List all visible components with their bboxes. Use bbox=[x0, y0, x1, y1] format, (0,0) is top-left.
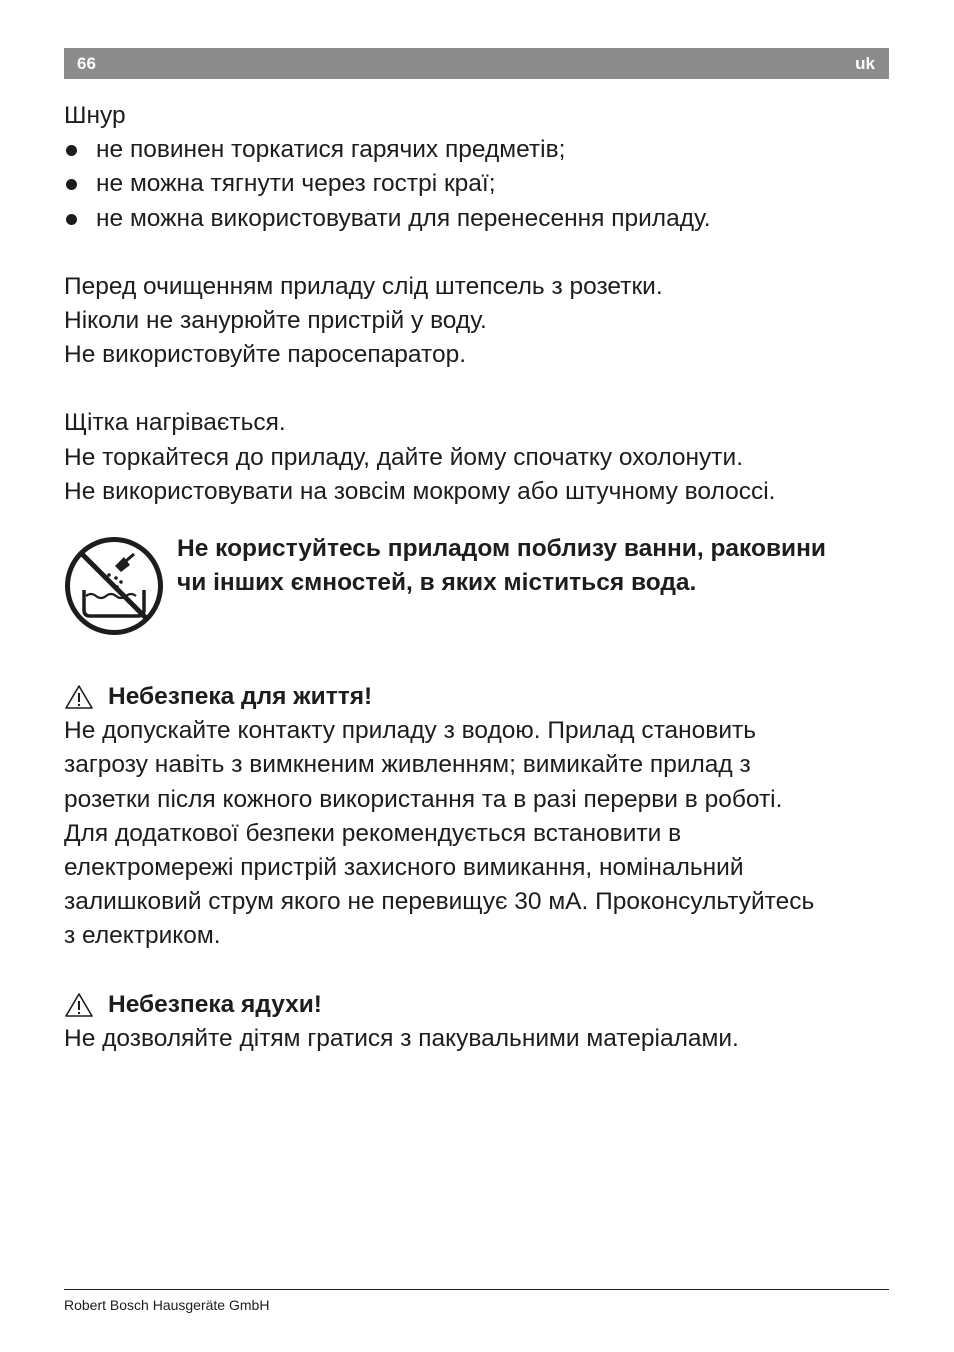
danger-life-line: Не допускайте контакту приладу з водою. Прилад становить bbox=[64, 717, 756, 745]
language-code: uk bbox=[855, 54, 875, 73]
cord-list bbox=[64, 133, 894, 236]
cleaning-line: Ніколи не занурюйте пристрій у воду. bbox=[64, 307, 487, 335]
list-item: не можна використовувати для перенесення приладу. bbox=[64, 202, 894, 236]
footer-divider bbox=[64, 1289, 889, 1290]
brush-line: Не використовувати на зовсім мокрому або штучному волоссі. bbox=[64, 477, 776, 505]
danger-suffocation-text: Не дозволяйте дітям гратися з пакувальними матеріалами. bbox=[64, 1024, 739, 1052]
danger-life-line: з електриком. bbox=[64, 922, 221, 950]
danger-life-title: Небезпека для життя! bbox=[108, 683, 373, 711]
warning-line: Не користуйтесь приладом поблизу ванни, раковини bbox=[177, 535, 826, 563]
page-content bbox=[64, 99, 894, 1056]
cleaning-line: Не використовуйте паросепаратор. bbox=[64, 341, 467, 369]
warning-line: чи інших ємностей, в яких міститься вода. bbox=[177, 569, 697, 597]
danger-life-line: Для додаткової безпеки рекомендується встановити в bbox=[64, 819, 682, 847]
danger-life-line: електромережі пристрій захисного вимикання, номінальний bbox=[64, 854, 744, 882]
no-bath-icon bbox=[64, 536, 164, 636]
warning-triangle-icon bbox=[64, 684, 94, 710]
footer-company: Robert Bosch Hausgeräte GmbH bbox=[64, 1297, 270, 1313]
warning-triangle-icon bbox=[64, 992, 94, 1018]
danger-suffocation-title: Небезпека ядухи! bbox=[108, 990, 322, 1018]
water-warning bbox=[64, 532, 894, 632]
danger-suffocation-heading bbox=[64, 988, 894, 1022]
cord-title: Шнур bbox=[64, 102, 126, 129]
list-item: не можна тягнути через гострі краї; bbox=[64, 167, 894, 201]
water-warning-text bbox=[177, 532, 897, 600]
brush-line: Щітка нагрівається. bbox=[64, 409, 286, 437]
danger-life-line: розетки після кожного використання та в разі перерви в роботі. bbox=[64, 785, 783, 813]
danger-life-line: загрозу навіть з вимкненим живленням; вимикайте прилад з bbox=[64, 751, 751, 779]
danger-life-line: залишковий струм якого не перевищує 30 мА. Проконсультуйтесь bbox=[64, 888, 815, 916]
cleaning-line: Перед очищенням приладу слід штепсель з розетки. bbox=[64, 272, 663, 300]
list-item: не повинен торкатися гарячих предметів; bbox=[64, 133, 894, 167]
page-number: 66 bbox=[77, 54, 96, 73]
danger-life-heading bbox=[64, 680, 894, 714]
header-bar bbox=[64, 48, 889, 79]
brush-line: Не торкайтеся до приладу, дайте йому спочатку охолонути. bbox=[64, 443, 744, 471]
